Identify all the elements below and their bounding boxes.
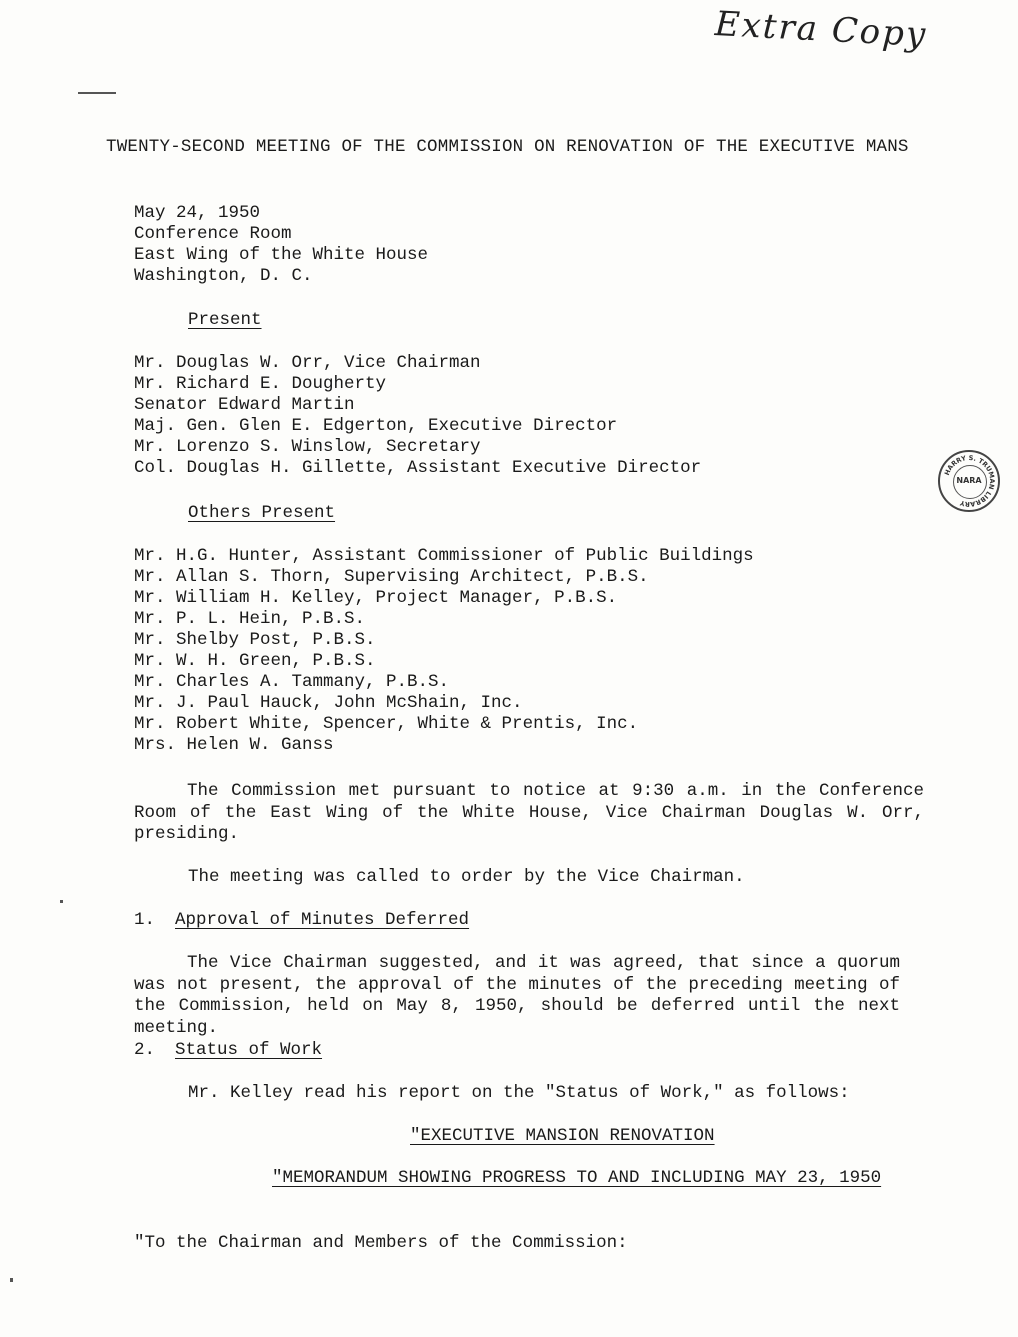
list-item: Col. Douglas H. Gillette, Assistant Executive Director bbox=[134, 458, 702, 478]
section-2-number: 2. bbox=[134, 1040, 156, 1060]
section-2-heading: Status of Work bbox=[175, 1040, 323, 1060]
list-item: Mr. Robert White, Spencer, White & Prentis, Inc. bbox=[134, 714, 639, 734]
section-1-text: The Vice Chairman suggested, and it was agreed, that since a quorum was not present, the approval of the minutes of the preceding meeting of the Commission, held on May 8, 1950, should be deferred until the next meeting. bbox=[134, 953, 900, 1038]
archive-stamp bbox=[938, 450, 1000, 512]
list-item: Mr. Allan S. Thorn, Supervising Architect, P.B.S. bbox=[134, 567, 649, 587]
report-title-line1: "EXECUTIVE MANSION RENOVATION bbox=[410, 1126, 715, 1146]
meeting-building: East Wing of the White House bbox=[134, 245, 429, 265]
document-title: TWENTY-SECOND MEETING OF THE COMMISSION ON RENOVATION OF THE EXECUTIVE MANS bbox=[106, 137, 909, 157]
present-list bbox=[134, 353, 701, 479]
list-item: Mr. H.G. Hunter, Assistant Commissioner of Public Buildings bbox=[134, 546, 754, 566]
list-item: Mr. J. Paul Hauck, John McShain, Inc. bbox=[134, 693, 523, 713]
list-item: Mrs. Helen W. Ganss bbox=[134, 735, 334, 755]
list-item: Mr. Charles A. Tammany, P.B.S. bbox=[134, 672, 450, 692]
present-heading: Present bbox=[188, 310, 262, 330]
list-item: Senator Edward Martin bbox=[134, 395, 355, 415]
list-item: Mr. Lorenzo S. Winslow, Secretary bbox=[134, 437, 481, 457]
handwritten-note: Extra Copy bbox=[713, 4, 929, 56]
meeting-room: Conference Room bbox=[134, 224, 292, 244]
list-item: Mr. Douglas W. Orr, Vice Chairman bbox=[134, 353, 481, 373]
section-1-number: 1. bbox=[134, 910, 156, 930]
report-title-line2: "MEMORANDUM SHOWING PROGRESS TO AND INCLUDING MAY 23, 1950 bbox=[272, 1168, 882, 1188]
others-present-heading: Others Present bbox=[188, 503, 336, 523]
meeting-info bbox=[134, 203, 428, 287]
list-item: Mr. Shelby Post, P.B.S. bbox=[134, 630, 376, 650]
list-item: Mr. W. H. Green, P.B.S. bbox=[134, 651, 376, 671]
called-to-order: The meeting was called to order by the Vice Chairman. bbox=[188, 867, 745, 887]
meeting-city: Washington, D. C. bbox=[134, 266, 313, 286]
margin-dot bbox=[60, 900, 63, 903]
margin-mark bbox=[78, 92, 116, 94]
section-1-heading: Approval of Minutes Deferred bbox=[175, 910, 470, 930]
stamp-text: NARA bbox=[956, 476, 982, 485]
list-item: Mr. Richard E. Dougherty bbox=[134, 374, 387, 394]
list-item: Mr. P. L. Hein, P.B.S. bbox=[134, 609, 366, 629]
stamp-ring-text: HARRY S. TRUMAN LIBRARY bbox=[942, 453, 997, 509]
report-salutation: "To the Chairman and Members of the Commission: bbox=[134, 1233, 628, 1253]
meeting-date: May 24, 1950 bbox=[134, 203, 261, 223]
margin-dot bbox=[10, 1278, 13, 1282]
others-present-list bbox=[134, 546, 754, 756]
opening-paragraph: The Commission met pursuant to notice at 9:30 a.m. in the Conference Room of the East Wing of the White House, Vice Chairman Douglas W. Orr, presiding. bbox=[134, 781, 924, 844]
list-item: Maj. Gen. Glen E. Edgerton, Executive Director bbox=[134, 416, 618, 436]
section-2-text: Mr. Kelley read his report on the "Status of Work," as follows: bbox=[188, 1083, 850, 1103]
list-item: Mr. William H. Kelley, Project Manager, P.B.S. bbox=[134, 588, 618, 608]
